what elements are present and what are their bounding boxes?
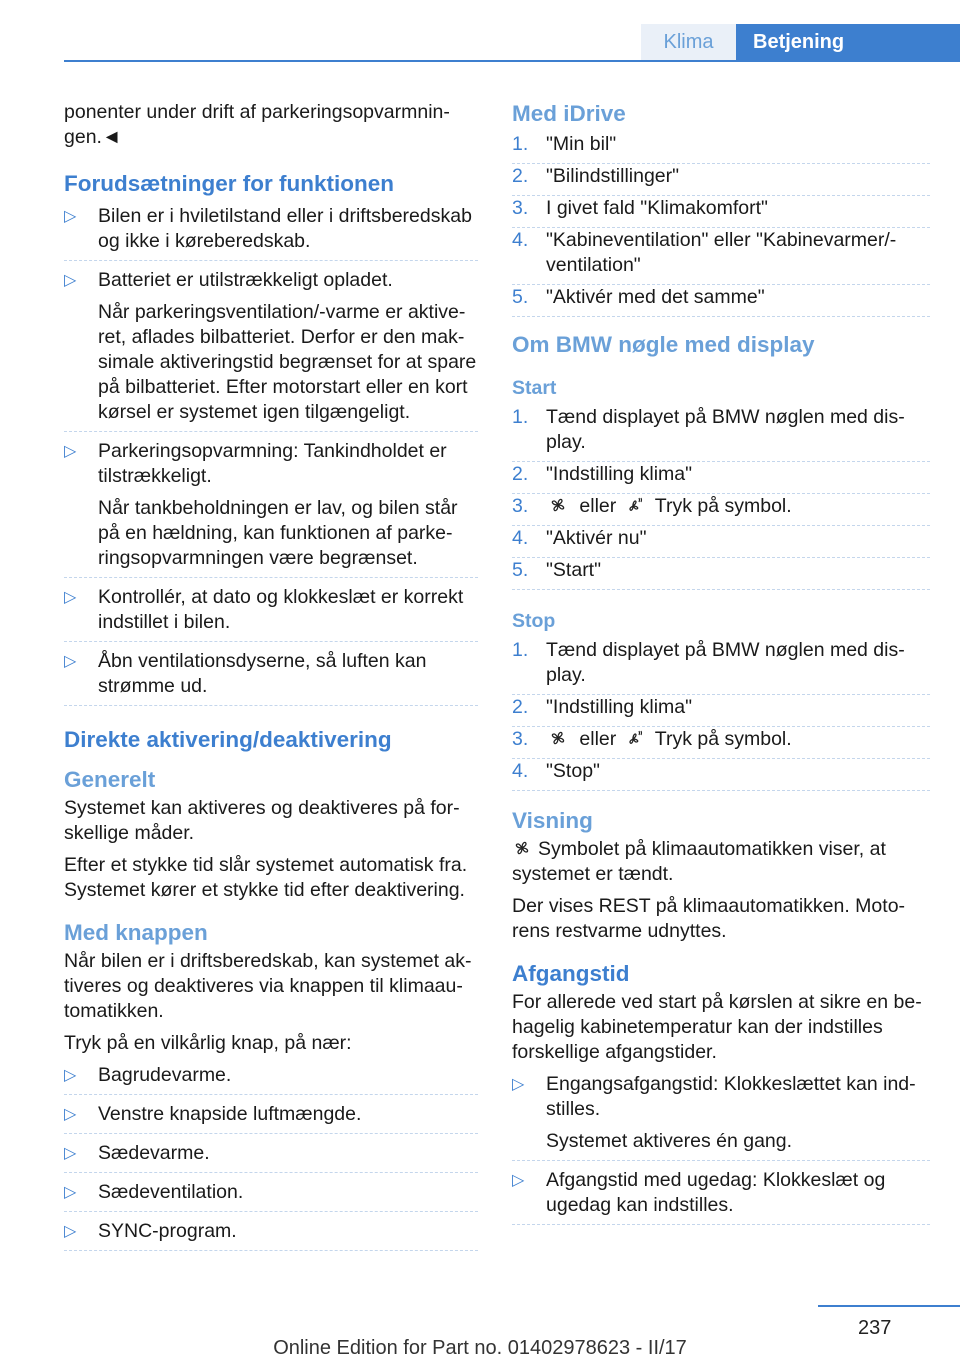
list-item: ▷ Sædeventilation. [64,1180,478,1212]
fan-icon [512,838,532,858]
footer-edition: Online Edition for Part no. 01402978623 - II/17 [273,1337,687,1359]
start-steps [512,405,930,590]
fan-heat-icon [624,728,644,748]
knappen-paragraph-2: Tryk på en vilkårlig knap, på nær: [64,1032,352,1054]
bullet-triangle-icon: ▷ [512,1076,525,1093]
list-item: 2. "Indstilling klima" [512,695,930,727]
list-item: 1. Tænd displayet på BMW nøglen med display. [512,638,930,695]
left-column [64,100,478,1251]
stop-steps [512,638,930,791]
bullet-triangle-icon: ▷ [64,1184,77,1201]
header-tabs [641,24,960,61]
list-item: ▷ Bilen er i hviletilstand eller i driftsberedskab og ikke i køreberedskab. [64,204,478,261]
list-item: ▷ Bagrudevarme. [64,1063,478,1095]
right-column [512,100,930,1225]
list-item: 3. eller Tryk på symbol. [512,727,930,759]
bullet-triangle-icon: ▷ [64,1106,77,1123]
list-item: ▷ Åbn ventilationsdyserne, så luften kan strømme ud. [64,649,478,706]
footer-rule [818,1305,960,1307]
bullet-triangle-icon: ▷ [64,272,77,289]
list-item: 4. "Kabineventilation" eller "Kabinevarmer/-ventilation" [512,228,930,285]
heading-forudsaetninger: Forudsætninger for funktionen [64,171,394,196]
list-item: 4. "Stop" [512,759,930,791]
list-item: 1. Tænd displayet på BMW nøglen med display. [512,405,930,462]
intro-text: ponenter under drift af parkeringsopvarmningen.◄ [64,101,450,148]
list-item: ▷ Venstre knapside luftmængde. [64,1102,478,1134]
list-item: ▷ Batteriet er utilstrækkeligt opladet. Når parkeringsventilation/-varme er aktiveret, aflades bilbatteriet. Derfor er den maksimale aktiveringstid begrænset for at spare på bilbatteriet. Efter motorstart eller en kort kørsel er systemet igen tilgængeligt. [64,268,478,432]
list-item: ▷ Afgangstid med ugedag: Klokkeslæt og ugedag kan indstilles. [512,1168,930,1225]
fan-heat-icon [624,495,644,515]
tab-klima[interactable]: Klima [641,24,736,61]
heading-visning: Visning [512,808,593,833]
list-item: ▷ Kontrollér, at dato og klokkeslæt er korrekt indstillet i bilen. [64,585,478,642]
visning-paragraph-1: Symbolet på klimaautomatikken viser, at systemet er tændt. [512,838,886,885]
afgangstid-list [512,1072,930,1225]
heading-start: Start [512,377,557,399]
list-item: 3. eller Tryk på symbol. [512,494,930,526]
heading-generelt: Generelt [64,767,156,792]
visning-paragraph-2: Der vises REST på klimaautomatikken. Motorens restvarme udnyttes. [512,895,906,942]
bullet-triangle-icon: ▷ [512,1172,525,1189]
heading-stop: Stop [512,610,556,632]
generelt-paragraph-2: Efter et stykke tid slår systemet automatisk fra. Systemet kører et stykke tid efter deaktivering. [64,854,468,901]
requirements-list [64,204,478,706]
list-item: ▷ Engangsafgangstid: Klokkeslættet kan indstilles. Systemet aktiveres én gang. [512,1072,930,1161]
list-item: ▷ Sædevarme. [64,1141,478,1173]
list-item: 2. "Bilindstillinger" [512,164,930,196]
heading-afgangstid: Afgangstid [512,961,630,986]
knappen-paragraph-1: Når bilen er i driftsberedskab, kan systemet aktiveres og deaktiveres via knappen til klimaautomatikken. [64,950,472,1022]
bullet-triangle-icon: ▷ [64,1067,77,1084]
bullet-triangle-icon: ▷ [64,443,77,460]
bullet-triangle-icon: ▷ [64,208,77,225]
list-item: ▷ SYNC-program. [64,1219,478,1251]
heading-med-idrive: Med iDrive [512,101,626,126]
afgangstid-paragraph: For allerede ved start på kørslen at sikre en behagelig kabinetemperatur kan der indstilles forskellige afgangstider. [512,991,922,1063]
exceptions-list [64,1063,478,1251]
list-item: 3. I givet fald "Klimakomfort" [512,196,930,228]
bullet-triangle-icon: ▷ [64,1223,77,1240]
idrive-steps [512,132,930,317]
heading-med-knappen: Med knappen [64,920,208,945]
list-item: 2. "Indstilling klima" [512,462,930,494]
bullet-triangle-icon: ▷ [64,653,77,670]
list-item: 4. "Aktivér nu" [512,526,930,558]
list-item: 5. "Aktivér med det samme" [512,285,930,317]
page-number: 237 [858,1317,892,1339]
list-item: 5. "Start" [512,558,930,590]
fan-icon [548,728,568,748]
tab-betjening[interactable]: Betjening [736,24,960,61]
bullet-triangle-icon: ▷ [64,589,77,606]
list-item: ▷ Parkeringsopvarmning: Tankindholdet er tilstrækkeligt. Når tankbeholdningen er lav, og bilen står på en hældning, kan funktionen af parkeringsopvarmningen være begrænset. [64,439,478,578]
bullet-triangle-icon: ▷ [64,1145,77,1162]
fan-icon [548,495,568,515]
header-rule [64,60,960,62]
generelt-paragraph-1: Systemet kan aktiveres og deaktiveres på forskellige måder. [64,797,460,844]
list-item: 1. "Min bil" [512,132,930,164]
heading-direkte-aktivering: Direkte aktivering/deaktivering [64,727,392,752]
heading-bmw-noegle: Om BMW nøgle med display [512,332,815,357]
